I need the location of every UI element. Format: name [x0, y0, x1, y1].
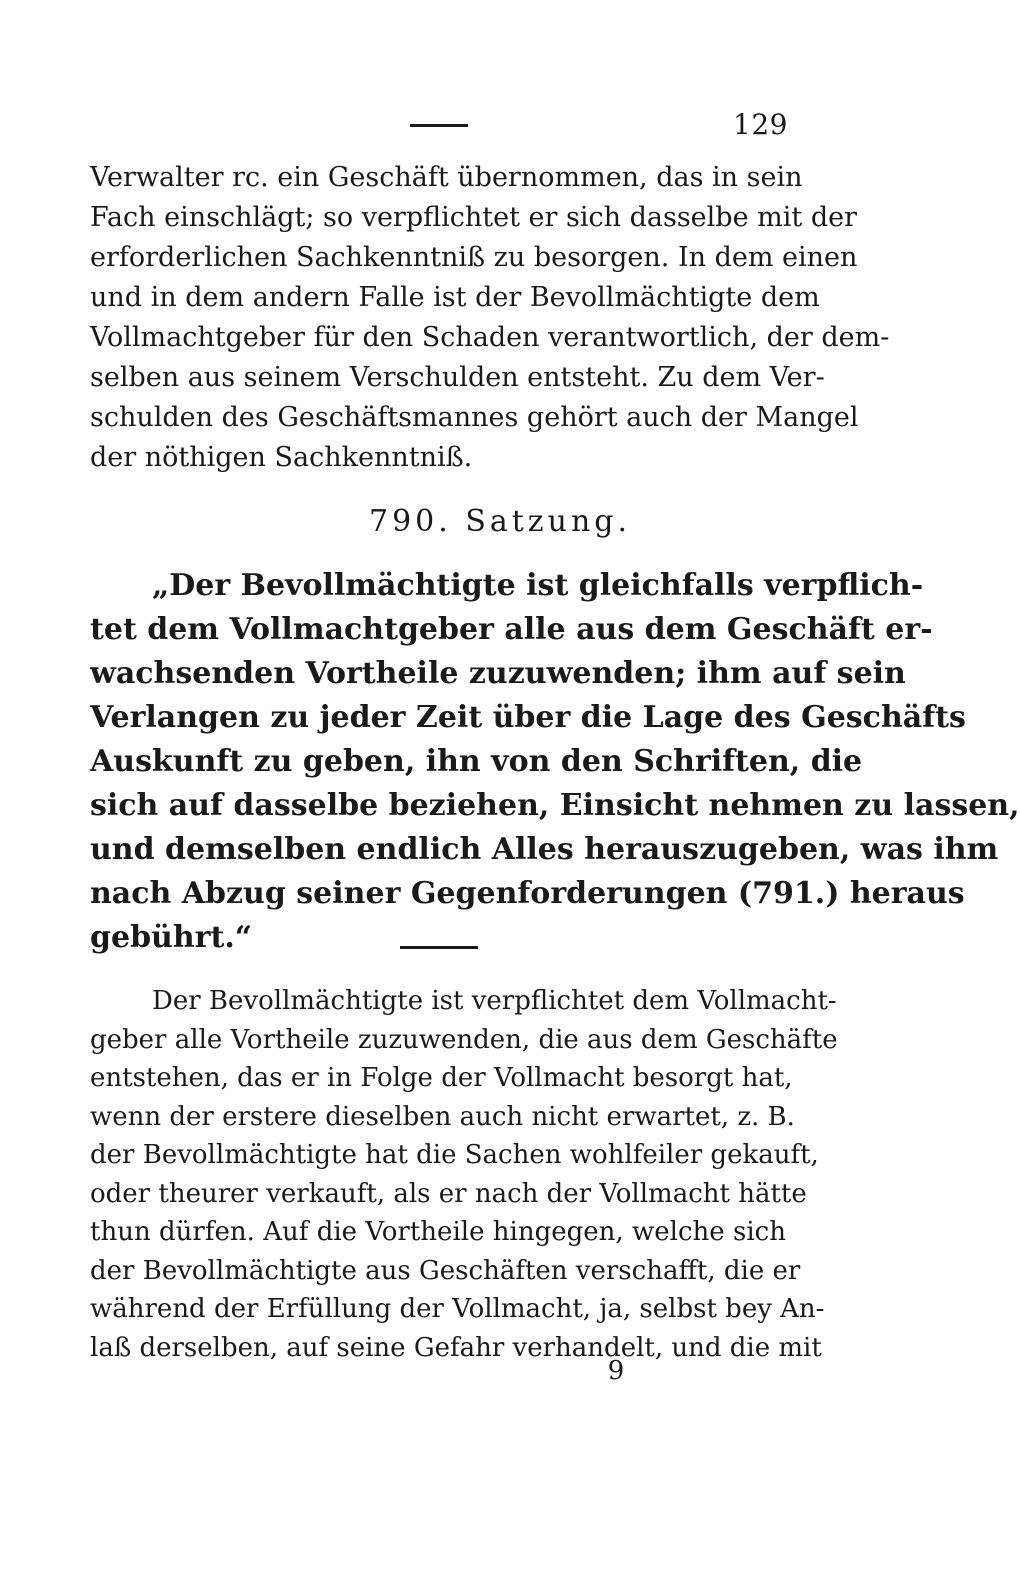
- text-line: erforderlichen Sachkenntniß zu besorgen. In dem einen: [90, 242, 858, 273]
- text-line: der nöthigen Sachkenntniß.: [90, 442, 473, 473]
- text-line: wachsenden Vortheile zuzuwenden; ihm auf sein: [90, 656, 906, 691]
- text-line: der Bevollmächtigte aus Geschäften verschafft, die er: [90, 1255, 801, 1286]
- text-line: oder theurer verkauft, als er nach der Vollmacht hätte: [90, 1178, 807, 1209]
- text-line: während der Erfüllung der Vollmacht, ja, selbst bey An-: [90, 1294, 825, 1324]
- text-line: gebührt.“: [90, 920, 253, 955]
- signature-mark: 9: [607, 1356, 625, 1386]
- text-line: laß derselben, auf seine Gefahr verhandelt, und die mit: [90, 1332, 822, 1363]
- header-rule: [410, 124, 468, 127]
- text-line: Auskunft zu geben, ihn von den Schriften, die: [90, 744, 863, 779]
- quote-paragraph: [90, 564, 1020, 960]
- section-divider: [400, 946, 478, 949]
- commentary-paragraph: [90, 982, 838, 1367]
- text-line: und in dem andern Falle ist der Bevollmächtigte dem: [90, 282, 820, 313]
- page-number: 129: [733, 108, 788, 141]
- text-line: „Der Bevollmächtigte ist gleichfalls verpflich-: [152, 568, 924, 603]
- text-line: wenn der erstere dieselben auch nicht erwartet, z. B.: [90, 1101, 795, 1132]
- text-line: nach Abzug seiner Gegenforderungen (791.) heraus: [90, 876, 965, 911]
- text-line: Verwalter rc. ein Geschäft übernommen, das in sein: [90, 162, 803, 193]
- text-line: sich auf dasselbe beziehen, Einsicht nehmen zu lassen,: [90, 788, 1020, 823]
- text-line: thun dürfen. Auf die Vortheile hingegen, welche sich: [90, 1217, 786, 1247]
- text-line: und demselben endlich Alles herauszugeben, was ihm: [90, 832, 999, 867]
- text-line: selben aus seinem Verschulden entsteht. Zu dem Ver-: [90, 362, 825, 393]
- text-line: der Bevollmächtigte hat die Sachen wohlfeiler gekauft,: [90, 1140, 819, 1170]
- text-line: Vollmachtgeber für den Schaden verantwortlich, der dem-: [90, 322, 890, 353]
- text-line: geber alle Vortheile zuzuwenden, die aus dem Geschäfte: [90, 1024, 838, 1055]
- text-line: Verlangen zu jeder Zeit über die Lage des Geschäfts: [90, 700, 966, 735]
- text-line: Fach einschlägt; so verpflichtet er sich dasselbe mit der: [90, 202, 857, 233]
- text-line: Der Bevollmächtigte ist verpflichtet dem Vollmacht-: [152, 986, 837, 1016]
- text-line: tet dem Vollmachtgeber alle aus dem Geschäft er-: [90, 612, 933, 647]
- section-heading: 790. Satzung.: [368, 504, 631, 539]
- intro-paragraph: [90, 158, 890, 478]
- text-line: schulden des Geschäftsmannes gehört auch der Mangel: [90, 402, 859, 433]
- text-line: entstehen, das er in Folge der Vollmacht besorgt hat,: [90, 1063, 793, 1093]
